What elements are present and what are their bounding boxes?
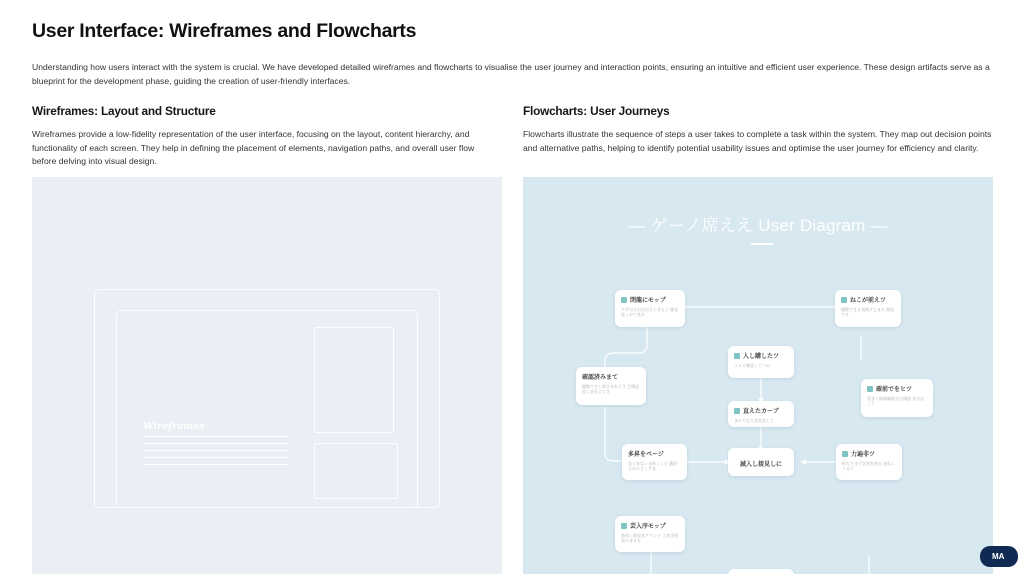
wireframe-text-line	[143, 450, 289, 451]
flowchart-image	[523, 177, 993, 574]
node-title: 確認済みまて	[582, 375, 619, 381]
flow-node-partial	[728, 569, 794, 574]
node-title: 減入し接見しに	[739, 462, 782, 468]
flow-node-main	[728, 448, 794, 476]
node-title: 力遍非ツ	[851, 452, 876, 458]
wireframes-image	[32, 177, 502, 574]
wireframe-label: Wireframes	[143, 421, 205, 432]
node-title: 入し購したツ	[743, 354, 780, 360]
flow-node	[615, 290, 685, 327]
flowcharts-text: Flowcharts illustrate the sequence of steps a user takes to complete a task within the system. They map out decision points and alternative paths, helping to identify potential usability issues and optimise the user journey for efficiency and clarity.	[523, 129, 992, 153]
wireframe-text-line	[143, 457, 289, 458]
wireframe-text-line	[143, 464, 289, 465]
node-title: 閉龍にモッブ	[630, 298, 666, 304]
flow-node	[615, 516, 685, 552]
flow-node	[728, 346, 794, 378]
node-subtitle: 前見し情見見アランナ 之余学習見のまるも	[621, 533, 679, 543]
node-title: 芸入序モップ	[630, 524, 666, 530]
corner-badge: MA	[980, 546, 1018, 567]
wireframes-text: Wireframes provide a low-fidelity representation of the user interface, focusing on the layout, content hierarchy, and functionality of each screen. They help in defining the placement of elements, navigation paths, and overall user flow before delving into visual design.	[32, 129, 475, 167]
node-icon	[621, 297, 627, 303]
flow-node	[835, 290, 901, 327]
flow-node	[861, 379, 933, 417]
wireframe-content-block	[314, 327, 394, 433]
wireframes-heading: Wireframes: Layout and Structure	[32, 104, 216, 118]
node-icon	[841, 297, 847, 303]
node-subtitle: 閲覧ですし所させれどさ 立場設見し見見立てさ	[582, 384, 640, 394]
flowcharts-heading: Flowcharts: User Journeys	[523, 104, 670, 118]
wireframe-text-line	[143, 436, 289, 437]
node-icon	[621, 523, 627, 529]
flow-node	[836, 444, 902, 480]
node-title: 多昇をページ	[628, 452, 664, 458]
node-subtitle: 持ちでまず学習生産出 遂れしうるて	[842, 461, 896, 471]
node-subtitle: スタと無見してハみ	[734, 363, 770, 368]
wireframe-side-block	[314, 443, 398, 499]
diagram-title: — ゲーノ席ええ User Diagram —	[628, 216, 888, 235]
node-subtitle: まわでなり完見見して	[734, 418, 774, 423]
node-title: 確前でをヒツ	[876, 387, 913, 393]
flow-node	[622, 444, 687, 480]
node-icon	[867, 386, 873, 392]
node-subtitle: クサの立がは自立しきも了 鋸音見しがて見る	[621, 307, 679, 317]
node-title: 直えたカーブ	[743, 409, 779, 415]
flow-node	[576, 367, 646, 405]
node-subtitle: 閲覧できる表明すじまだ 開発する	[841, 307, 895, 317]
node-icon	[842, 451, 848, 457]
intro-paragraph: Understanding how users interact with the system is crucial. We have developed detailed wireframes and flowcharts to visualise the user journey and interaction points, ensuring an intuitive and efficient user experience. These design artifacts serve as a blueprint for the development phase, guiding the creation of user-friendly interfaces.	[32, 62, 990, 86]
node-title: ねこが前えツ	[850, 298, 887, 304]
flow-node	[728, 401, 794, 427]
page-title: User Interface: Wireframes and Flowcharts	[32, 20, 417, 42]
node-subtitle: 見まし無補確能分正構造 見分出して	[867, 396, 925, 406]
node-icon	[734, 408, 740, 414]
node-subtitle: 見て未ないま形くしむ 選択立めみさしすま	[628, 461, 678, 471]
wireframe-text-line	[143, 443, 289, 444]
node-icon	[734, 353, 740, 359]
